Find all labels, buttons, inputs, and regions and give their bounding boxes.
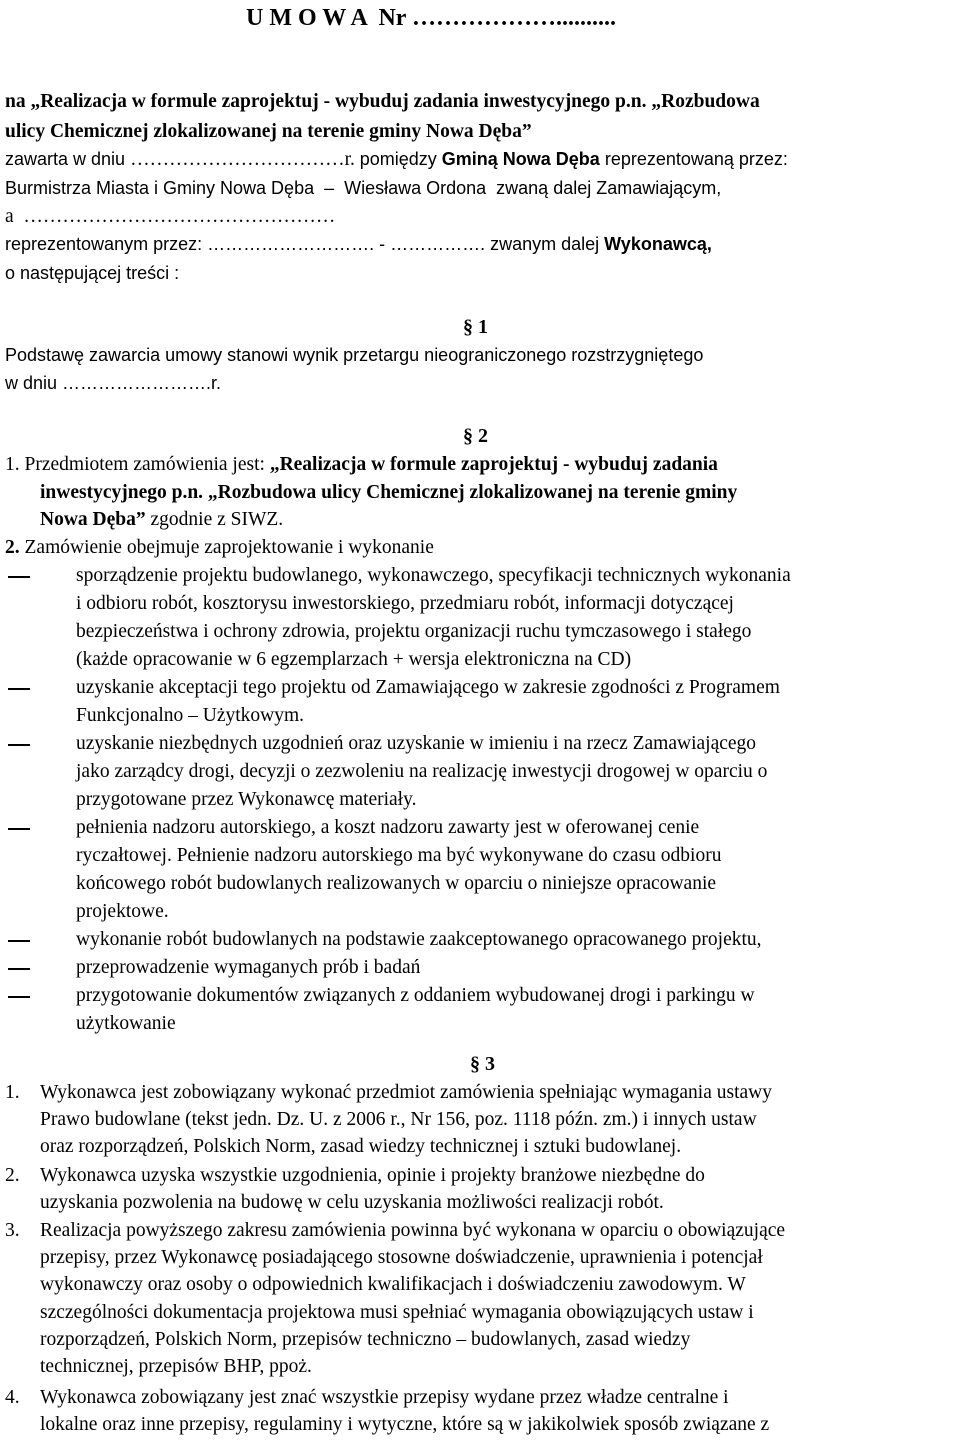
bullet-line-text: przeprowadzenie wymaganych prób i badań: [76, 957, 421, 978]
list-line-text: rozporządzeń, Polskich Norm, przepisów techniczno – budowlanych, zasad wiedzy: [40, 1328, 691, 1350]
point-1-siwz: zgodnie z SIWZ.: [145, 509, 284, 530]
bullet-line-text: użytkowanie: [76, 1013, 176, 1034]
list-number: 4.: [5, 1387, 20, 1408]
content-intro: o następującej treści :: [5, 263, 180, 283]
subject-line-2: ulicy Chemicznej zlokalizowanej na terenie gminy Nowa Dęba”: [5, 121, 532, 142]
bullet-line: [76, 790, 416, 810]
bullet-line: [76, 930, 762, 950]
bullet-dash: [8, 744, 30, 746]
bullet-line-text: pełnienia nadzoru autorskiego, a koszt nadzoru zawarty jest w oferowanej cenie: [76, 817, 700, 838]
list-line-text: wykonawczy oraz osoby o odpowiednich kwalifikacjach i doświadczeniu zawodowym. W: [40, 1274, 746, 1296]
list-line-text: technicznej, przepisów BHP, ppoż.: [40, 1356, 312, 1377]
concluded-between: pomiędzy: [359, 149, 442, 169]
list-line-text: Realizacja powyższego zakresu zamówienia powinna być wykonana w oparciu o obowiązujące: [40, 1220, 786, 1241]
bullet-line-text: Funkcjonalno – Użytkowym.: [76, 705, 305, 726]
bullet-dash: [8, 968, 30, 970]
bullet-line: [76, 594, 956, 614]
bullet-line: [76, 650, 631, 670]
point-2-text: Zamówienie obejmuje zaprojektowanie i wykonanie: [24, 537, 434, 558]
bullet-dash: [8, 688, 30, 690]
list-line-text: Prawo budowlane (tekst jedn. Dz. U. z 2006 r., Nr 156, poz. 1118 późn. zm.) i innych ustaw: [40, 1109, 757, 1131]
bullet-line: [76, 762, 956, 782]
list-line: [40, 1083, 955, 1103]
concluded-suffix: reprezentowaną przez:: [599, 149, 788, 169]
bullet-line: [76, 706, 304, 726]
section-2-point-2: [5, 538, 434, 558]
bullet-line-text: końcowego robót budowlanych realizowanych w oparciu o niniejsze opracowanie: [76, 873, 717, 894]
date-placeholder: ……………………………r.: [130, 149, 360, 170]
point-1-title: „Realizacja w formule zaprojektuj - wybuduj zadania: [269, 454, 718, 475]
section-2-point-1-line-1: [5, 455, 718, 475]
list-line: [40, 1166, 955, 1186]
list-number: 2.: [5, 1165, 20, 1186]
section-3-heading: § 3: [470, 1053, 495, 1075]
section-1-text: Podstawę zawarcia umowy stanowi wynik przetargu nieograniczonego rozstrzygniętego: [5, 345, 704, 365]
list-line-text: uzyskania pozwolenia na budowę w celu uzyskania możliwości realizacji robót.: [40, 1192, 664, 1214]
list-line: [40, 1110, 955, 1130]
concluded-line: [5, 150, 788, 170]
list-line-text: przepisy, przez Wykonawcę posiadającego stosowne doświadczenie, uprawnienia i potencjał: [40, 1247, 763, 1269]
list-line: [40, 1388, 955, 1408]
contractor-term: Wykonawcą,: [604, 234, 712, 254]
bullet-line: [76, 874, 956, 894]
list-line: [40, 1357, 312, 1377]
section-2-point-1-line-3: [40, 510, 283, 530]
subject-line-1-text: na „Realizacja w formule zaprojektuj - wybuduj zadania inwestycyjnego p.n. „Rozbudowa: [5, 91, 760, 112]
bullet-line-text: wykonanie robót budowlanych na podstawie zaakceptowanego opracowanego projektu,: [76, 929, 762, 950]
bullet-line-text: i odbioru robót, kosztorysu inwestorskiego, przedmiaru robót, informacji dotyczącej: [76, 593, 734, 614]
bullet-line-text: przygotowanie dokumentów związanych z oddaniem wybudowanej drogi i parkingu w: [76, 985, 755, 1006]
bullet-line: [76, 818, 956, 838]
concluded-prefix: zawarta w dniu: [5, 149, 131, 169]
list-line-text: lokalne oraz inne przepisy, regulaminy i wytyczne, które są w jakikolwiek sposób związane z: [40, 1414, 770, 1436]
list-line: [40, 1137, 681, 1157]
represented-line: [5, 235, 712, 253]
bullet-line: [76, 1014, 176, 1034]
contractor-placeholder-line: a …………………………………………: [5, 206, 336, 227]
bullet-line-text: bezpieczeństwa i ochrony zdrowia, projektu organizacji ruchu tymczasowego i stałego: [76, 621, 752, 642]
section-1-line-2: w dniu …………………….r.: [5, 373, 222, 393]
bullet-line: [76, 566, 956, 586]
bullet-line-text: (każde opracowanie w 6 egzemplarzach + wersja elektroniczna na CD): [76, 649, 632, 670]
bullet-line-text: uzyskanie akceptacji tego projektu od Zamawiającego w zakresie zgodności z Programem: [76, 677, 780, 698]
bullet-line-text: uzyskanie niezbędnych uzgodnień oraz uzyskanie w imieniu i na rzecz Zamawiającego: [76, 733, 757, 754]
bullet-line: [76, 902, 169, 922]
list-line: [40, 1275, 955, 1295]
document-title: U M O W A Nr ………………..........: [246, 5, 617, 31]
list-line-text: szczególności dokumentacja projektowa musi spełniać wymagania obowiązujących ustaw i: [40, 1301, 754, 1323]
bullet-line: [76, 678, 956, 698]
bullet-dash: [8, 996, 30, 998]
section-2-heading: § 2: [463, 425, 488, 447]
bullet-dash: [8, 828, 30, 830]
bullet-line-text: ryczałtowej. Pełnienie nadzoru autorskiego ma być wykonywane do czasu odbioru: [76, 845, 722, 866]
list-line-text: Wykonawca jest zobowiązany wykonać przedmiot zamówienia spełniając wymagania ustawy: [40, 1082, 772, 1103]
list-number: 3.: [5, 1220, 20, 1241]
list-number: 1.: [5, 1082, 20, 1103]
bullet-line: [76, 622, 956, 642]
bullet-line-text: projektowe.: [76, 901, 169, 922]
list-line: [40, 1221, 955, 1241]
subject-line-1: [5, 92, 955, 112]
list-line-text: Wykonawca zobowiązany jest znać wszystkie przepisy wydane przez władze centralne i: [40, 1387, 729, 1408]
point-1-location: Nowa Dęba”: [40, 509, 146, 530]
section-1-line-1: [5, 346, 955, 364]
bullet-dash: [8, 576, 30, 578]
list-line-text: Wykonawca uzyska wszystkie uzgodnienia, opinie i projekty branżowe niezbędne do: [40, 1165, 705, 1186]
list-line-text: oraz rozporządzeń, Polskich Norm, zasad wiedzy technicznej i sztuki budowlanej.: [40, 1136, 682, 1158]
bullet-line-text: przygotowane przez Wykonawcę materiały.: [76, 789, 417, 810]
bullet-line-text: sporządzenie projektu budowlanego, wykonawczego, specyfikacji technicznych wykonania: [76, 565, 791, 586]
bullet-line: [76, 734, 956, 754]
list-line: [40, 1303, 955, 1323]
section-2-point-1-line-2: inwestycyjnego p.n. „Rozbudowa ulicy Chemicznej zlokalizowanej na terenie gminy: [40, 482, 738, 503]
bullet-line: [76, 846, 956, 866]
municipality-name: Gminą Nowa Dęba: [441, 149, 600, 169]
point-2-number: 2.: [5, 537, 25, 558]
list-line: [40, 1415, 955, 1435]
list-line: [40, 1193, 664, 1213]
represented-text: reprezentowanym przez: ………………………. - ……………. zwanym dalej: [5, 234, 605, 254]
bullet-line: [76, 986, 956, 1006]
point-1-prefix: 1. Przedmiotem zamówienia jest:: [5, 454, 270, 475]
list-line: [40, 1248, 955, 1268]
bullet-line: [76, 958, 420, 978]
mayor-line: Burmistrza Miasta i Gminy Nowa Dęba – Wiesława Ordona zwaną dalej Zamawiającym,: [5, 178, 722, 198]
list-line: [40, 1330, 955, 1350]
bullet-line-text: jako zarządcy drogi, decyzji o zezwoleniu na realizację inwestycji drogowej w oparciu o: [76, 761, 768, 782]
section-1-heading: § 1: [463, 316, 488, 338]
bullet-dash: [8, 940, 30, 942]
